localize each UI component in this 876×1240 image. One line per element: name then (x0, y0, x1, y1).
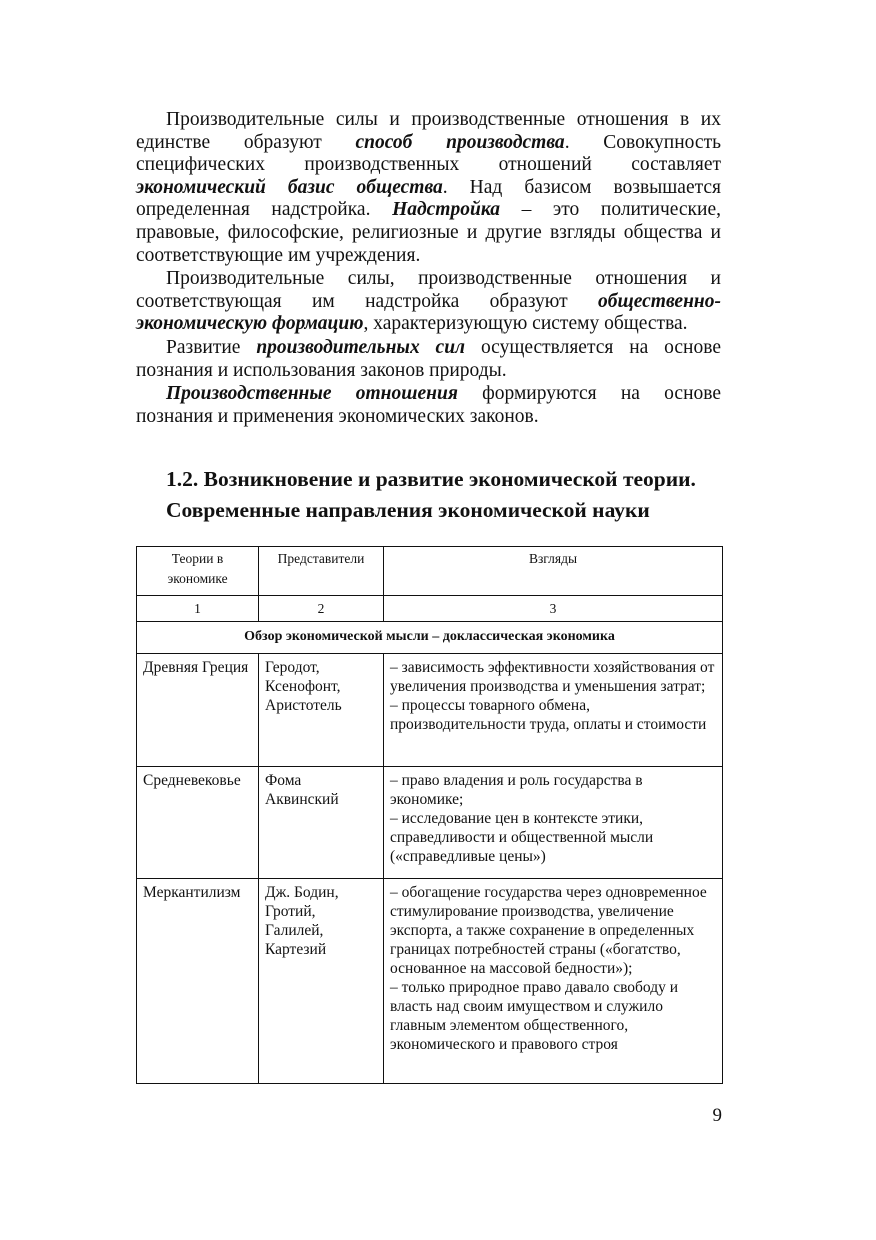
column-number: 2 (259, 596, 384, 622)
header-theories: Теории в экономике (137, 547, 259, 596)
section-heading (166, 464, 766, 526)
table-column-numbers-row (137, 596, 723, 622)
paragraph-formation (136, 268, 721, 336)
views-cell: – право владения и роль государства в экономике; – исследование цен в контексте этики, справедливости и общественной мысли («справедливые цены») (384, 767, 723, 879)
paragraph-mode-of-production (136, 109, 721, 267)
table-row (137, 879, 723, 1084)
text-run: Развитие (166, 337, 257, 358)
text-run: Производительные силы и производственные отношения в их единстве образуют (136, 109, 721, 153)
economic-theories-table (136, 546, 723, 1084)
text-run: – это политические, правовые, философские, религиозные и другие взгляды общества и соответствующие им учреждения. (136, 199, 721, 266)
paragraph-production-relations (136, 383, 721, 428)
header-representatives: Представители (259, 547, 384, 596)
table-row (137, 767, 723, 879)
text-run: . Над базисом возвышается определенная надстройка. (136, 176, 721, 221)
table-row (137, 654, 723, 767)
text-run: . Совокупность специфических производственных отношений составляет (136, 131, 721, 176)
term-production-relations: Производственные отношения (166, 383, 458, 404)
representatives-cell: Дж. Бодин, Гротий, Галилей, Картезий (259, 879, 384, 1084)
paragraph-productive-forces (136, 337, 721, 382)
column-number: 1 (137, 596, 259, 622)
text-run: формируются на основе познания и применения экономических законов. (136, 383, 722, 427)
term-economic-basis: экономический базис общества (136, 176, 443, 198)
section-heading-line-2: Современные направления экономической науки (166, 498, 650, 522)
section-heading-line-1: 1.2. Возникновение и развитие экономической теории. (166, 467, 696, 491)
table-section-row (137, 622, 723, 654)
theory-cell: Меркантилизм (137, 879, 259, 1084)
views-cell: – зависимость эффективности хозяйствования от увеличения производства и уменьшения затрат; – процессы товарного обмена, производительности труда, оплаты и стоимости (384, 654, 723, 767)
text-run: осуществляется на основе познания и использования законов природы. (136, 337, 721, 381)
table-section-title: Обзор экономической мысли – доклассическая экономика (137, 622, 723, 654)
header-views: Взгляды (384, 547, 723, 596)
theory-cell: Средневековье (137, 767, 259, 879)
term-socioeconomic-formation: общественно-экономическую формацию (136, 290, 721, 335)
term-mode-of-production: способ производства (355, 131, 565, 153)
views-cell: – обогащение государства через одновременное стимулирование производства, увеличение экспорта, а также сохранение в определенных границах потребностей страны («богатство, основанное на массовой бедности»); – только природное право давало свободу и власть над своим имуществом и служило главным элементом общественного, экономического и правового строя (384, 879, 723, 1084)
theory-cell: Древняя Греция (137, 654, 259, 767)
text-run: , характеризующую систему общества. (363, 313, 688, 335)
page-number: 9 (712, 1105, 722, 1126)
term-superstructure: Надстройка (392, 199, 500, 221)
representatives-cell: Фома Аквинский (259, 767, 384, 879)
term-productive-forces: производительных сил (256, 337, 466, 358)
text-run: Производительные силы, производственные отношения и соответствующая им надстройка образуют (136, 268, 721, 312)
table-header-row (137, 547, 723, 596)
representatives-cell: Геродот, Ксенофонт, Аристотель (259, 654, 384, 767)
column-number: 3 (384, 596, 723, 622)
